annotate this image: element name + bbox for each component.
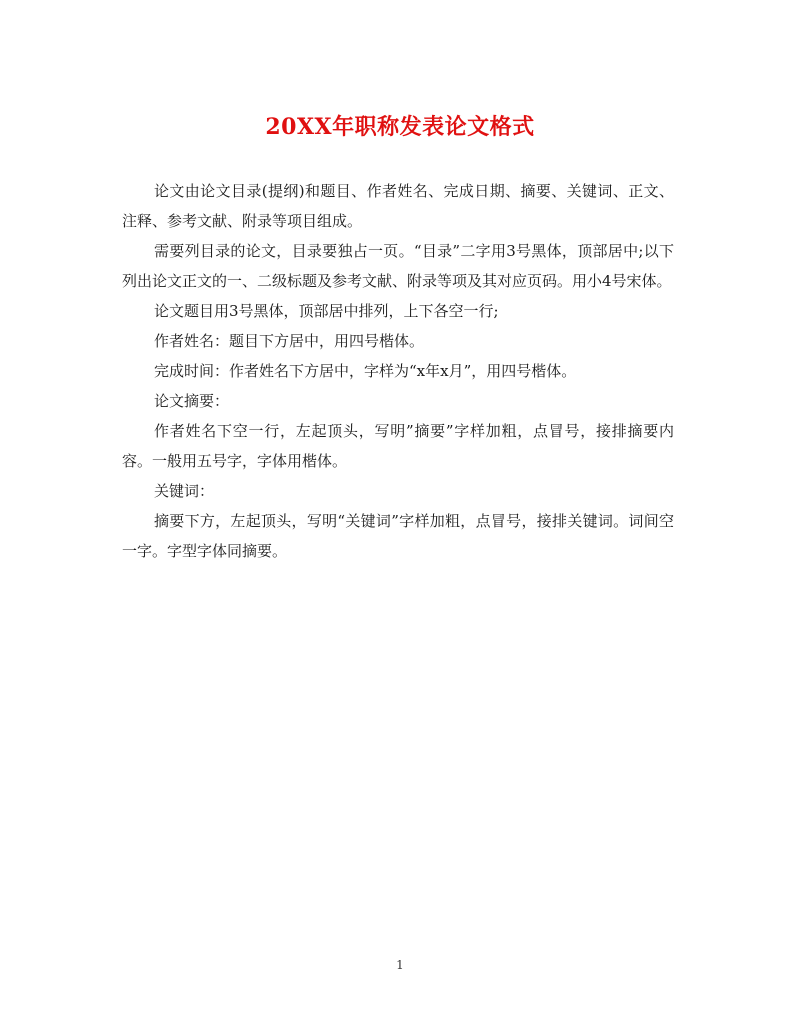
paragraph-keywords-heading: 关键词： xyxy=(154,482,215,500)
page-number: 1 xyxy=(396,958,404,972)
paragraph-table-of-contents: 需要列目录的论文，目录要独占一页。“目录”二字用3号黑体，顶部居中;以下列出论文正文的一、二级标题及参考文献、附录等项及其对应页码。用小4号宋体。 xyxy=(122,242,674,290)
paragraph-author-name: 作者姓名：题目下方居中，用四号楷体。 xyxy=(154,332,425,350)
paragraph-composition: 论文由论文目录(提纲)和题目、作者姓名、完成日期、摘要、关键词、正文、注释、参考文献、附录等项目组成。 xyxy=(122,182,674,230)
paragraph-abstract-heading: 论文摘要： xyxy=(154,392,230,410)
paragraph-abstract-format: 作者姓名下空一行，左起顶头，写明”摘要”字样加粗，点冒号，接排摘要内容。一般用五号字，字体用楷体。 xyxy=(122,422,674,470)
document-title: 20XX年职称发表论文格式 xyxy=(265,114,535,140)
document-body xyxy=(122,176,674,566)
paragraph-completion-date: 完成时间：作者姓名下方居中，字样为“x年x月”，用四号楷体。 xyxy=(154,362,577,380)
paragraph-keywords-format: 摘要下方，左起顶头，写明“关键词”字样加粗，点冒号，接排关键词。词间空一字。字型字体同摘要。 xyxy=(122,512,674,560)
paragraph-title-format: 论文题目用3号黑体，顶部居中排列，上下各空一行; xyxy=(154,302,499,320)
